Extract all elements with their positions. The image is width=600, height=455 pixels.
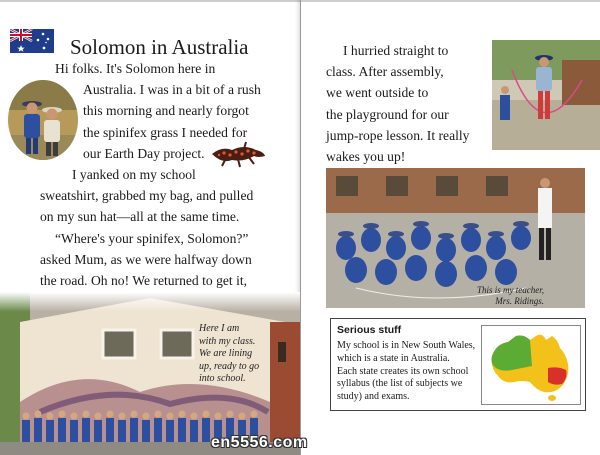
text-line: class. After assembly,	[326, 64, 444, 80]
text-line: this morning and nearly forgot	[83, 103, 249, 119]
class-playground-photo	[326, 168, 585, 308]
text-line: study) and exams.	[337, 391, 410, 403]
text-line: the playground for our	[326, 106, 449, 122]
teacher-caption	[477, 285, 544, 307]
jump-rope-photo	[492, 40, 600, 150]
serious-stuff-box	[330, 318, 586, 411]
australia-map-icon	[481, 325, 581, 405]
caption-line: Mrs. Ridings.	[495, 296, 544, 306]
caption-line: Here I am	[199, 323, 240, 334]
caption-line: with my class.	[199, 335, 256, 347]
text-line: I hurried straight to	[343, 43, 449, 58]
text-line: I yanked on my school	[72, 167, 196, 183]
caption-line: We are lining	[199, 348, 253, 359]
right-paragraph	[326, 40, 469, 167]
caption-line: up, ready to go	[199, 360, 260, 372]
watermark-text: en5556.com	[211, 434, 308, 451]
text-line: on my sun hat—all at the same time.	[40, 209, 240, 225]
text-line: Australia. I was in a bit of a rush	[83, 82, 261, 98]
serious-stuff-body	[337, 340, 475, 404]
right-page	[301, 0, 600, 455]
text-line: wakes you up!	[326, 149, 406, 165]
text-line: sweatshirt, grabbed my bag, and pulled	[40, 188, 254, 204]
text-line: the spinifex grass I needed for	[83, 124, 248, 140]
left-paragraph	[0, 58, 290, 312]
text-line: our Earth Day project.	[83, 145, 205, 161]
class-lineup-caption	[199, 323, 259, 386]
text-line: Each state creates its own school	[337, 365, 469, 377]
text-line: asked Mum, as we were halfway down	[40, 251, 252, 267]
caption-line: This is my teacher,	[477, 285, 544, 295]
text-line: “Where's your spinifex, Solomon?”	[55, 230, 249, 246]
text-line: jump-rope lesson. It really	[326, 127, 470, 143]
text-line: we went outside to	[326, 85, 429, 101]
text-line: which is a state in Australia.	[337, 352, 450, 364]
text-line: syllabus (the list of subjects we	[337, 378, 463, 390]
page-title: Solomon in Australia	[70, 35, 249, 59]
text-line: My school is in New South Wales,	[337, 340, 476, 351]
text-line: Hi folks. It's Solomon here in	[55, 61, 216, 76]
caption-line: into school.	[199, 373, 246, 384]
text-line: the road. Oh no! We returned to get it,	[40, 273, 248, 289]
australian-flag-icon	[10, 29, 54, 53]
serious-stuff-title: Serious stuff	[337, 324, 402, 336]
